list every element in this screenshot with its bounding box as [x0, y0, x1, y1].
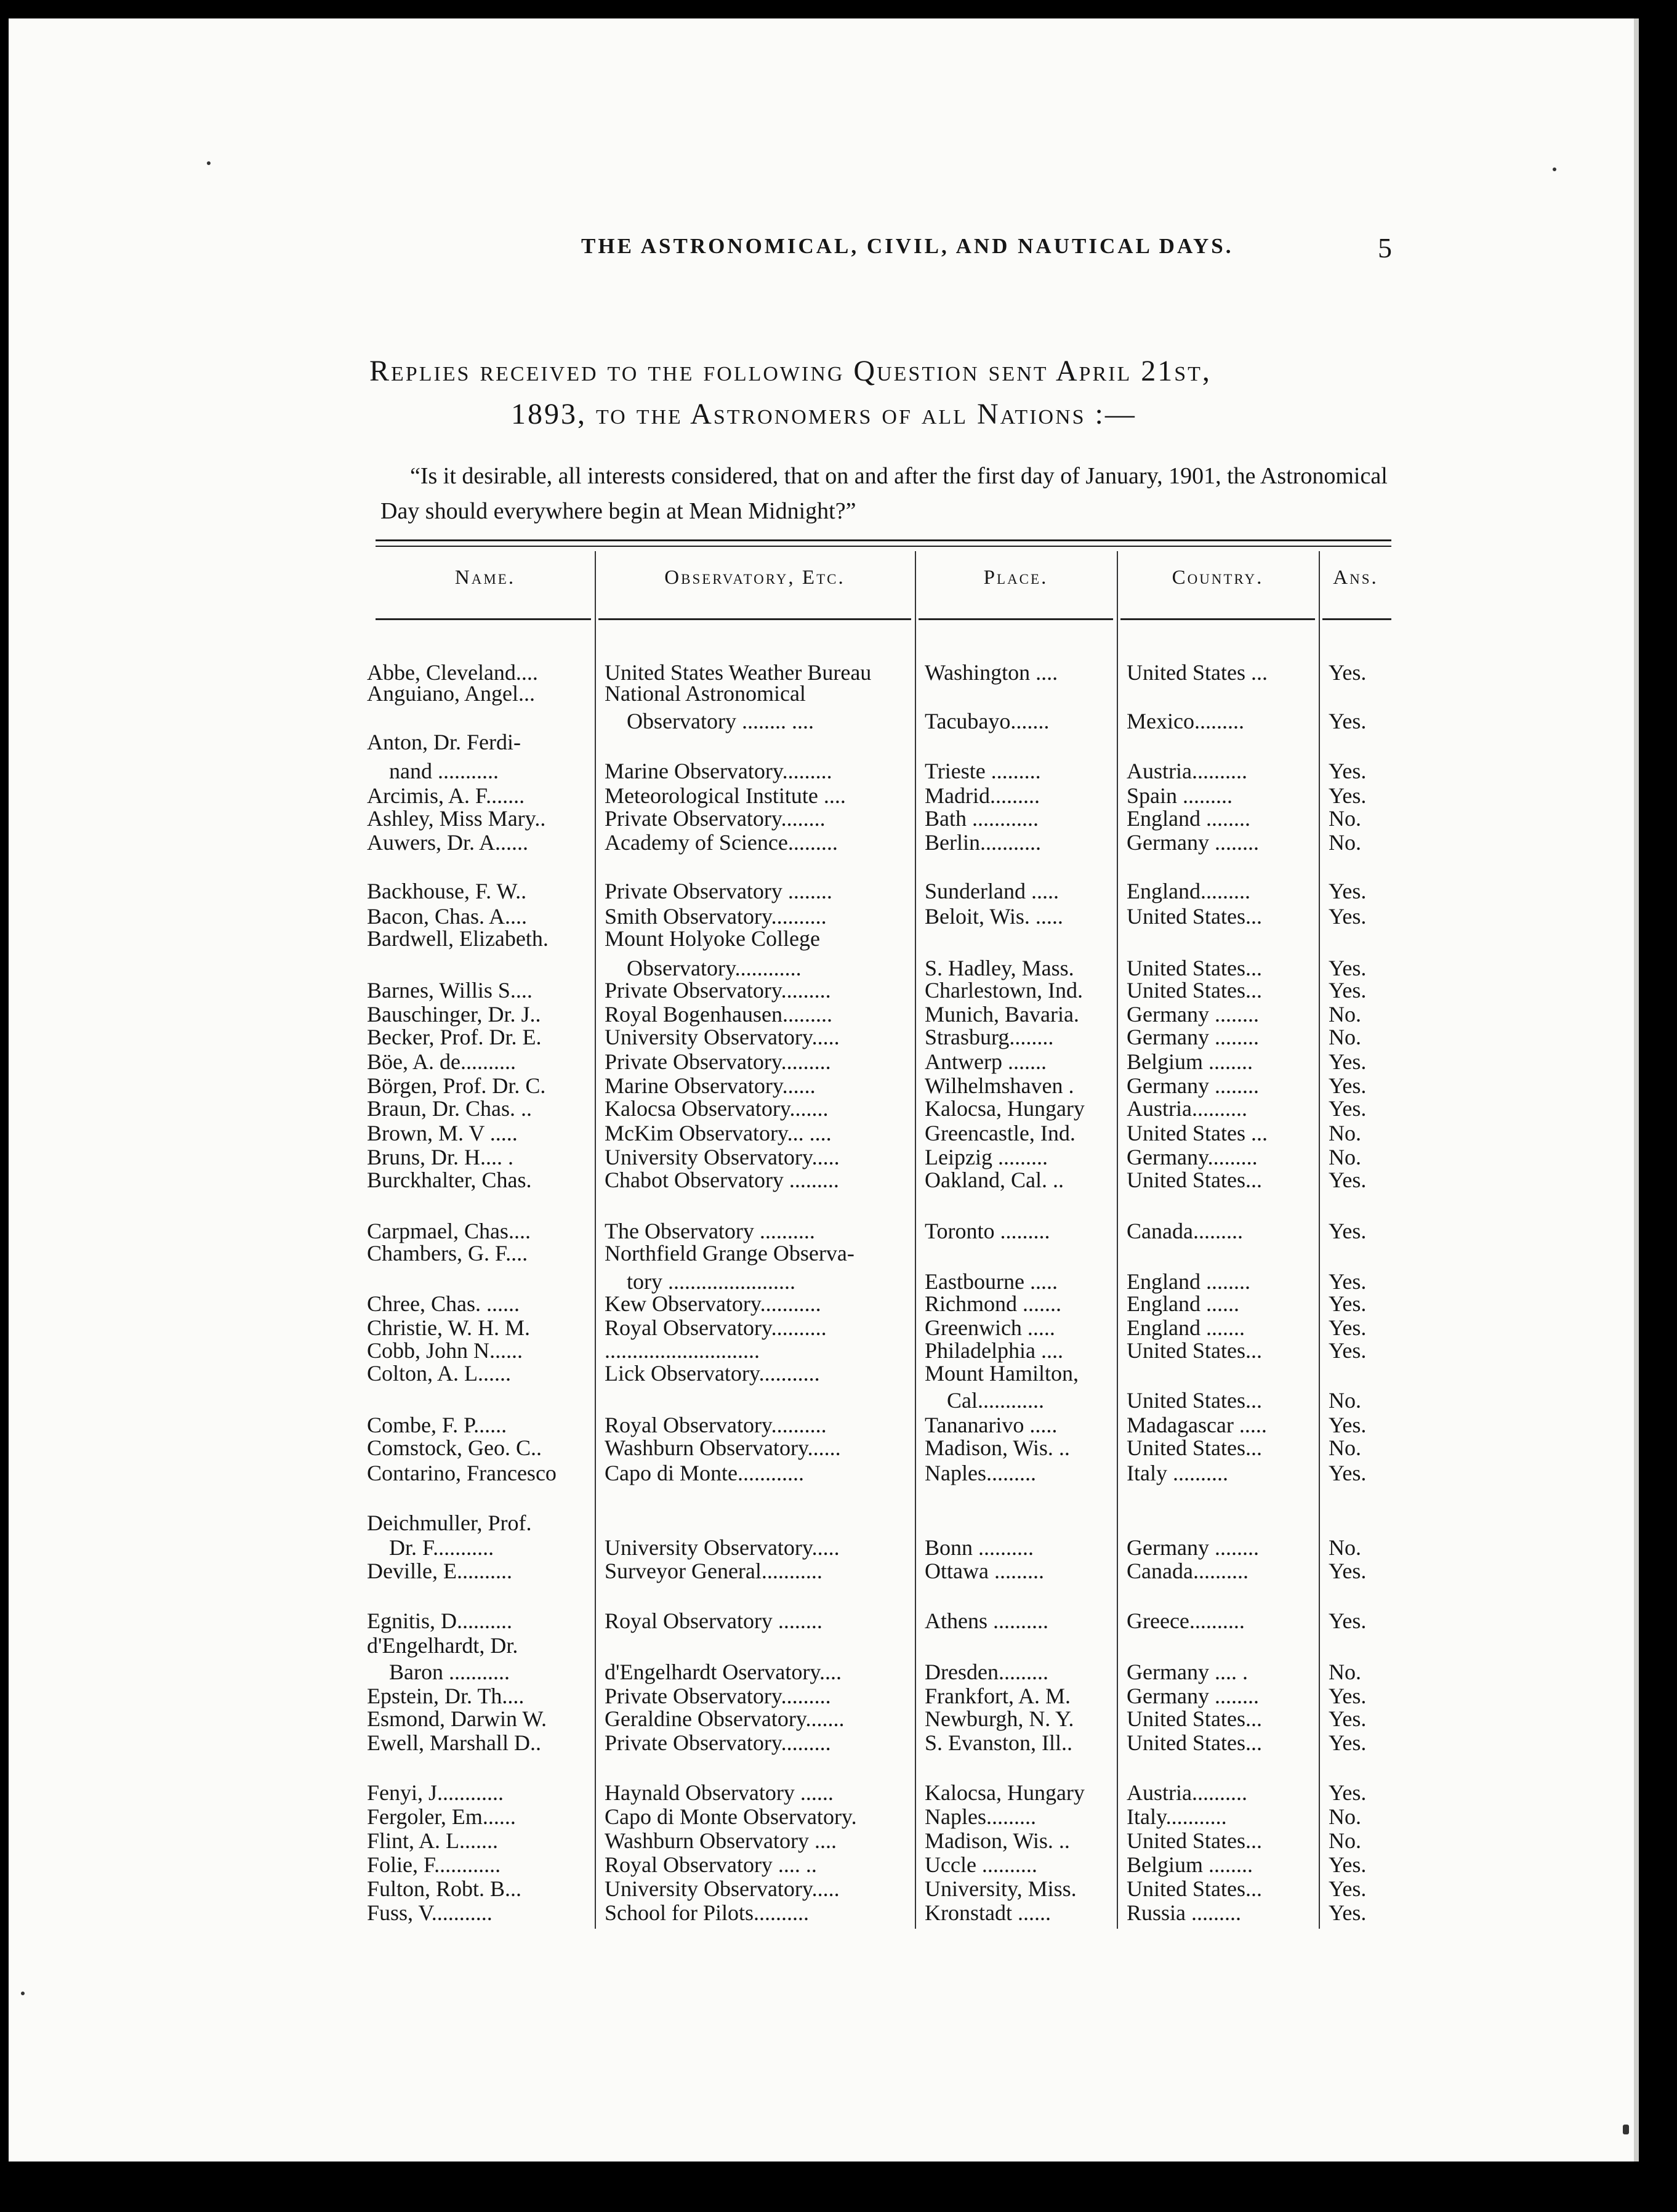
table-row — [0, 1388, 1625, 1413]
place-cell: Eastbourne ..... — [925, 1269, 1058, 1294]
place-cell: University, Miss. — [925, 1876, 1077, 1901]
table-row — [0, 1828, 1625, 1853]
name-cell: Carpmael, Chas.... — [367, 1219, 531, 1243]
name-cell: Braun, Dr. Chas. .. — [367, 1096, 532, 1121]
answer-cell: No. — [1329, 1828, 1361, 1853]
country-cell: United States ... — [1127, 660, 1268, 685]
country-cell: Germany......... — [1127, 1145, 1258, 1169]
header-name: Name. — [454, 567, 516, 589]
answer-cell: Yes. — [1329, 1900, 1367, 1925]
name-cell: Arcimis, A. F....... — [367, 783, 525, 808]
observatory-cell: United States Weather Bureau — [605, 660, 872, 685]
country-cell: United States... — [1127, 904, 1262, 929]
name-cell: nand ........... — [367, 759, 499, 783]
observatory-cell: Smith Observatory.......... — [605, 904, 827, 929]
answer-cell: Yes. — [1329, 1338, 1367, 1363]
header-place: Place. — [983, 567, 1048, 589]
country-cell: Germany ........ — [1127, 830, 1259, 855]
title-line-2: 1893, to the Astronomers of all Nations :— — [511, 398, 1136, 430]
answer-cell: Yes. — [1329, 1413, 1367, 1437]
answer-cell: No. — [1329, 1025, 1361, 1049]
country-cell: United States... — [1127, 1435, 1262, 1460]
country-cell: Austria.......... — [1127, 1780, 1247, 1805]
table-row — [0, 1804, 1625, 1829]
observatory-cell: University Observatory..... — [605, 1145, 840, 1169]
title-line-1: Replies received to the following Question sent April 21st, — [369, 355, 1212, 387]
place-cell: Kalocsa, Hungary — [925, 1780, 1085, 1805]
answer-cell: Yes. — [1329, 1609, 1367, 1633]
running-head: THE ASTRONOMICAL, CIVIL, AND NAUTICAL DAYS. — [581, 234, 1234, 258]
place-cell: Trieste ......... — [925, 759, 1041, 783]
observatory-cell: Private Observatory......... — [605, 1684, 831, 1708]
place-cell: Cal............ — [925, 1388, 1044, 1413]
observatory-cell: University Observatory..... — [605, 1025, 840, 1049]
answer-cell: Yes. — [1329, 1168, 1367, 1192]
page-speck — [21, 1992, 25, 1995]
name-cell: Bardwell, Elizabeth. — [367, 926, 549, 951]
name-cell: Chree, Chas. ...... — [367, 1291, 520, 1316]
country-cell: United States... — [1127, 1876, 1262, 1901]
answer-cell: No. — [1329, 830, 1361, 855]
table-row — [0, 1609, 1625, 1633]
table-row — [0, 1559, 1625, 1583]
place-cell: S. Evanston, Ill.. — [925, 1730, 1072, 1755]
place-cell: Uccle .......... — [925, 1852, 1037, 1877]
observatory-cell: Royal Bogenhausen......... — [605, 1002, 832, 1027]
name-cell: Börgen, Prof. Dr. C. — [367, 1073, 546, 1098]
observatory-cell: Haynald Observatory ...... — [605, 1780, 834, 1805]
name-cell: Ashley, Miss Mary.. — [367, 806, 546, 831]
observatory-cell: Private Observatory........ — [605, 806, 826, 831]
table-row — [0, 904, 1625, 929]
name-cell: Bacon, Chas. A.... — [367, 904, 527, 929]
answer-cell: Yes. — [1329, 709, 1367, 733]
name-cell: Dr. F........... — [367, 1535, 494, 1560]
name-cell: Ewell, Marshall D.. — [367, 1730, 541, 1755]
table-row — [0, 1168, 1625, 1192]
observatory-cell: ............................ — [605, 1338, 760, 1363]
place-cell: Berlin........... — [925, 830, 1041, 855]
country-cell: Belgium ........ — [1127, 1049, 1253, 1074]
country-cell: Germany ........ — [1127, 1684, 1259, 1708]
place-cell: Newburgh, N. Y. — [925, 1706, 1074, 1731]
table-row — [0, 1461, 1625, 1485]
observatory-cell: Observatory ........ .... — [605, 709, 814, 733]
place-cell: Tananarivo ..... — [925, 1413, 1058, 1437]
country-cell: England ....... — [1127, 1315, 1245, 1340]
observatory-cell: Private Observatory......... — [605, 978, 831, 1003]
answer-cell: Yes. — [1329, 1780, 1367, 1805]
table-row — [0, 1291, 1625, 1316]
answer-cell: No. — [1329, 1435, 1361, 1460]
observatory-cell: Royal Observatory .... .. — [605, 1852, 817, 1877]
observatory-cell: Meteorological Institute .... — [605, 783, 846, 808]
name-cell: Colton, A. L...... — [367, 1361, 512, 1386]
name-cell: Fulton, Robt. B... — [367, 1876, 522, 1901]
place-cell: Beloit, Wis. ..... — [925, 904, 1063, 929]
country-cell: Italy .......... — [1127, 1461, 1228, 1485]
place-cell: Toronto ......... — [925, 1219, 1050, 1243]
country-cell: Spain ......... — [1127, 783, 1233, 808]
country-cell: Belgium ........ — [1127, 1852, 1253, 1877]
name-cell: Burckhalter, Chas. — [367, 1168, 532, 1192]
country-cell: Germany .... . — [1127, 1660, 1248, 1684]
observatory-cell: d'Engelhardt Oservatory.... — [605, 1660, 842, 1684]
table-top-rule — [376, 539, 1391, 541]
table-row — [0, 1315, 1625, 1340]
name-cell: Combe, F. P...... — [367, 1413, 507, 1437]
place-cell: Kalocsa, Hungary — [925, 1096, 1085, 1121]
country-cell: Greece.......... — [1127, 1609, 1245, 1633]
name-cell: Fergoler, Em...... — [367, 1804, 516, 1829]
answer-cell: Yes. — [1329, 904, 1367, 929]
name-cell: Epstein, Dr. Th.... — [367, 1684, 525, 1708]
observatory-cell: University Observatory..... — [605, 1535, 840, 1560]
country-cell: Mexico......... — [1127, 709, 1244, 733]
observatory-cell: Chabot Observatory ......... — [605, 1168, 839, 1192]
country-cell: Germany ........ — [1127, 1002, 1259, 1027]
table-row — [0, 783, 1625, 808]
answer-cell: Yes. — [1329, 1073, 1367, 1098]
name-cell: Anton, Dr. Ferdi- — [367, 730, 521, 754]
table-row — [0, 1852, 1625, 1877]
place-cell: Mount Hamilton, — [925, 1361, 1079, 1386]
country-cell: United States... — [1127, 1168, 1262, 1192]
place-cell: Greenwich ..... — [925, 1315, 1055, 1340]
table-row — [0, 1706, 1625, 1731]
table-row — [0, 1073, 1625, 1098]
name-cell: Fuss, V........... — [367, 1900, 493, 1925]
observatory-cell: Washburn Observatory...... — [605, 1435, 841, 1460]
observatory-cell: Kalocsa Observatory....... — [605, 1096, 829, 1121]
question-text: “Is it desirable, all interests considered, that on and after the first day of January, 1901, the Astronomical Day should everywhere begin at Mean Midnight?” — [380, 463, 1388, 524]
name-cell: Auwers, Dr. A...... — [367, 830, 528, 855]
answer-cell: Yes. — [1329, 1559, 1367, 1583]
table-row — [0, 1633, 1625, 1658]
observatory-cell: The Observatory .......... — [605, 1219, 815, 1243]
table-row — [0, 1096, 1625, 1121]
table-row — [0, 730, 1625, 754]
answer-cell: Yes. — [1329, 1706, 1367, 1731]
country-cell: United States... — [1127, 1730, 1262, 1755]
answer-cell: No. — [1329, 1660, 1361, 1684]
place-cell: Oakland, Cal. .. — [925, 1168, 1064, 1192]
header-rule — [376, 618, 591, 620]
place-cell: Madison, Wis. .. — [925, 1828, 1070, 1853]
observatory-cell: Academy of Science......... — [605, 830, 838, 855]
table-row — [0, 1511, 1625, 1535]
observatory-cell: Observatory............ — [605, 956, 802, 980]
table-row — [0, 1413, 1625, 1437]
table-row — [0, 830, 1625, 855]
table-row — [0, 1269, 1625, 1294]
answer-cell: No. — [1329, 806, 1361, 831]
place-cell: Philadelphia .... — [925, 1338, 1063, 1363]
name-cell: Flint, A. L....... — [367, 1828, 499, 1853]
country-cell: United States... — [1127, 956, 1262, 980]
table-row — [0, 1121, 1625, 1145]
header-rule — [1120, 618, 1315, 620]
table-row — [0, 926, 1625, 951]
place-cell: Naples......... — [925, 1804, 1036, 1829]
name-cell: Bruns, Dr. H.... . — [367, 1145, 514, 1169]
name-cell: Deichmuller, Prof. — [367, 1511, 532, 1535]
table-top-rule-thin — [376, 546, 1391, 547]
name-cell: Chambers, G. F.... — [367, 1241, 528, 1265]
name-cell: Esmond, Darwin W. — [367, 1706, 547, 1731]
table-row — [0, 1145, 1625, 1169]
page-speck — [1623, 2125, 1629, 2134]
answer-cell: Yes. — [1329, 1049, 1367, 1074]
answer-cell: Yes. — [1329, 1730, 1367, 1755]
table-row — [0, 806, 1625, 831]
observatory-cell: Capo di Monte Observatory. — [605, 1804, 857, 1829]
country-cell: Germany ........ — [1127, 1025, 1259, 1049]
header-rule — [1322, 618, 1391, 620]
table-row — [0, 1049, 1625, 1074]
answer-cell: No. — [1329, 1002, 1361, 1027]
place-cell: Naples......... — [925, 1461, 1036, 1485]
table-row — [0, 1535, 1625, 1560]
place-cell: Charlestown, Ind. — [925, 978, 1083, 1003]
name-cell: Abbe, Cleveland.... — [367, 660, 538, 685]
header-answer: Ans. — [1333, 567, 1378, 589]
table-row — [0, 879, 1625, 903]
place-cell: Frankfort, A. M. — [925, 1684, 1071, 1708]
country-cell: Madagascar ..... — [1127, 1413, 1267, 1437]
answer-cell: Yes. — [1329, 660, 1367, 685]
table-row — [0, 1361, 1625, 1386]
name-cell: Backhouse, F. W.. — [367, 879, 527, 903]
table-row — [0, 1241, 1625, 1265]
country-cell: Italy........... — [1127, 1804, 1227, 1829]
observatory-cell: Royal Observatory.......... — [605, 1413, 827, 1437]
country-cell: United States ... — [1127, 1121, 1268, 1145]
country-cell: Canada......... — [1127, 1219, 1243, 1243]
name-cell: Fenyi, J............ — [367, 1780, 504, 1805]
country-cell: England ........ — [1127, 806, 1250, 831]
observatory-cell: Royal Observatory.......... — [605, 1315, 827, 1340]
answer-cell: Yes. — [1329, 783, 1367, 808]
name-cell: Folie, F............ — [367, 1852, 501, 1877]
country-cell: England......... — [1127, 879, 1250, 903]
country-cell: Austria.......... — [1127, 759, 1247, 783]
answer-cell: Yes. — [1329, 759, 1367, 783]
observatory-cell: Geraldine Observatory....... — [605, 1706, 845, 1731]
table-row — [0, 1684, 1625, 1708]
table-row — [0, 1002, 1625, 1027]
answer-cell: No. — [1329, 1145, 1361, 1169]
table-row — [0, 1435, 1625, 1460]
table-row — [0, 759, 1625, 783]
place-cell: Madison, Wis. .. — [925, 1435, 1070, 1460]
answer-cell: Yes. — [1329, 1852, 1367, 1877]
answer-cell: No. — [1329, 1535, 1361, 1560]
country-cell: England ...... — [1127, 1291, 1239, 1316]
observatory-cell: Marine Observatory...... — [605, 1073, 816, 1098]
answer-cell: Yes. — [1329, 956, 1367, 980]
observatory-cell: Royal Observatory ........ — [605, 1609, 822, 1633]
name-cell: Christie, W. H. M. — [367, 1315, 531, 1340]
observatory-cell: Capo di Monte............ — [605, 1461, 804, 1485]
page-speck — [1553, 168, 1556, 171]
table-row — [0, 1730, 1625, 1755]
observatory-cell: Private Observatory ........ — [605, 879, 832, 903]
observatory-cell: University Observatory..... — [605, 1876, 840, 1901]
page-speck — [207, 161, 211, 165]
header-country: Country. — [1172, 567, 1264, 589]
place-cell: Athens .......... — [925, 1609, 1048, 1633]
place-cell: Leipzig ......... — [925, 1145, 1048, 1169]
table-row — [0, 1876, 1625, 1901]
table-row — [0, 956, 1625, 980]
name-cell: Bauschinger, Dr. J.. — [367, 1002, 541, 1027]
observatory-cell: Private Observatory......... — [605, 1049, 831, 1074]
place-cell: Bath ............ — [925, 806, 1039, 831]
table-row — [0, 1660, 1625, 1684]
place-cell: Madrid......... — [925, 783, 1040, 808]
name-cell: Barnes, Willis S.... — [367, 978, 533, 1003]
country-cell: United States... — [1127, 1338, 1262, 1363]
answer-cell: Yes. — [1329, 1219, 1367, 1243]
name-cell: Cobb, John N...... — [367, 1338, 523, 1363]
name-cell: Becker, Prof. Dr. E. — [367, 1025, 542, 1049]
country-cell: United States... — [1127, 1706, 1262, 1731]
observatory-cell: Marine Observatory......... — [605, 759, 832, 783]
name-cell: Böe, A. de.......... — [367, 1049, 516, 1074]
place-cell: Kronstadt ...... — [925, 1900, 1051, 1925]
name-cell: Baron ........... — [367, 1660, 510, 1684]
header-observatory: Observatory, Etc. — [664, 567, 845, 589]
name-cell: Brown, M. V ..... — [367, 1121, 518, 1145]
place-cell: Ottawa ......... — [925, 1559, 1044, 1583]
place-cell: Washington .... — [925, 660, 1058, 685]
observatory-cell: School for Pilots.......... — [605, 1900, 810, 1925]
name-cell: Contarino, Francesco — [367, 1461, 557, 1485]
observatory-cell: Mount Holyoke College — [605, 926, 820, 951]
answer-cell: No. — [1329, 1804, 1361, 1829]
country-cell: United States... — [1127, 1388, 1262, 1413]
observatory-cell: McKim Observatory... .... — [605, 1121, 832, 1145]
table-row — [0, 1025, 1625, 1049]
country-cell: Germany ........ — [1127, 1073, 1259, 1098]
place-cell: Dresden......... — [925, 1660, 1048, 1684]
observatory-cell: Kew Observatory........... — [605, 1291, 821, 1316]
observatory-cell: Northfield Grange Observa- — [605, 1241, 855, 1265]
page-edge — [1634, 18, 1639, 2162]
place-cell: Sunderland ..... — [925, 879, 1059, 903]
name-cell: Anguiano, Angel... — [367, 681, 535, 706]
name-cell: Egnitis, D.......... — [367, 1609, 513, 1633]
answer-cell: Yes. — [1329, 1315, 1367, 1340]
place-cell: Antwerp ....... — [925, 1049, 1047, 1074]
country-cell: Russia ......... — [1127, 1900, 1242, 1925]
place-cell: Greencastle, Ind. — [925, 1121, 1076, 1145]
header-rule — [598, 618, 911, 620]
observatory-cell: Private Observatory......... — [605, 1730, 831, 1755]
country-cell: United States... — [1127, 1828, 1262, 1853]
name-cell: d'Engelhardt, Dr. — [367, 1633, 518, 1658]
answer-cell: Yes. — [1329, 978, 1367, 1003]
place-cell: Wilhelmshaven . — [925, 1073, 1074, 1098]
observatory-cell: Washburn Observatory .... — [605, 1828, 837, 1853]
place-cell: Richmond ....... — [925, 1291, 1061, 1316]
country-cell: United States... — [1127, 978, 1262, 1003]
observatory-cell: National Astronomical — [605, 681, 806, 706]
answer-cell: Yes. — [1329, 1461, 1367, 1485]
observatory-cell: tory ....................... — [605, 1269, 795, 1294]
place-cell: Strasburg........ — [925, 1025, 1054, 1049]
answer-cell: Yes. — [1329, 1291, 1367, 1316]
name-cell: Deville, E.......... — [367, 1559, 512, 1583]
table-row — [0, 681, 1625, 706]
table-row — [0, 1338, 1625, 1363]
country-cell: England ........ — [1127, 1269, 1250, 1294]
answer-cell: Yes. — [1329, 1269, 1367, 1294]
place-cell: Bonn .......... — [925, 1535, 1034, 1560]
place-cell: Tacubayo....... — [925, 709, 1050, 733]
answer-cell: No. — [1329, 1121, 1361, 1145]
place-cell: S. Hadley, Mass. — [925, 956, 1074, 980]
answer-cell: Yes. — [1329, 1684, 1367, 1708]
table-row — [0, 978, 1625, 1003]
answer-cell: Yes. — [1329, 1096, 1367, 1121]
answer-cell: Yes. — [1329, 879, 1367, 903]
answer-cell: Yes. — [1329, 1876, 1367, 1901]
table-row — [0, 1219, 1625, 1243]
observatory-cell: Surveyor General........... — [605, 1559, 822, 1583]
country-cell: Canada.......... — [1127, 1559, 1249, 1583]
page-number: 5 — [1378, 232, 1392, 264]
answer-cell: No. — [1329, 1388, 1361, 1413]
observatory-cell: Lick Observatory........... — [605, 1361, 820, 1386]
country-cell: Austria.......... — [1127, 1096, 1247, 1121]
name-cell: Comstock, Geo. C.. — [367, 1435, 542, 1460]
place-cell: Munich, Bavaria. — [925, 1002, 1079, 1027]
header-rule — [919, 618, 1113, 620]
country-cell: Germany ........ — [1127, 1535, 1259, 1560]
table-row — [0, 1780, 1625, 1805]
table-row — [0, 1900, 1625, 1925]
